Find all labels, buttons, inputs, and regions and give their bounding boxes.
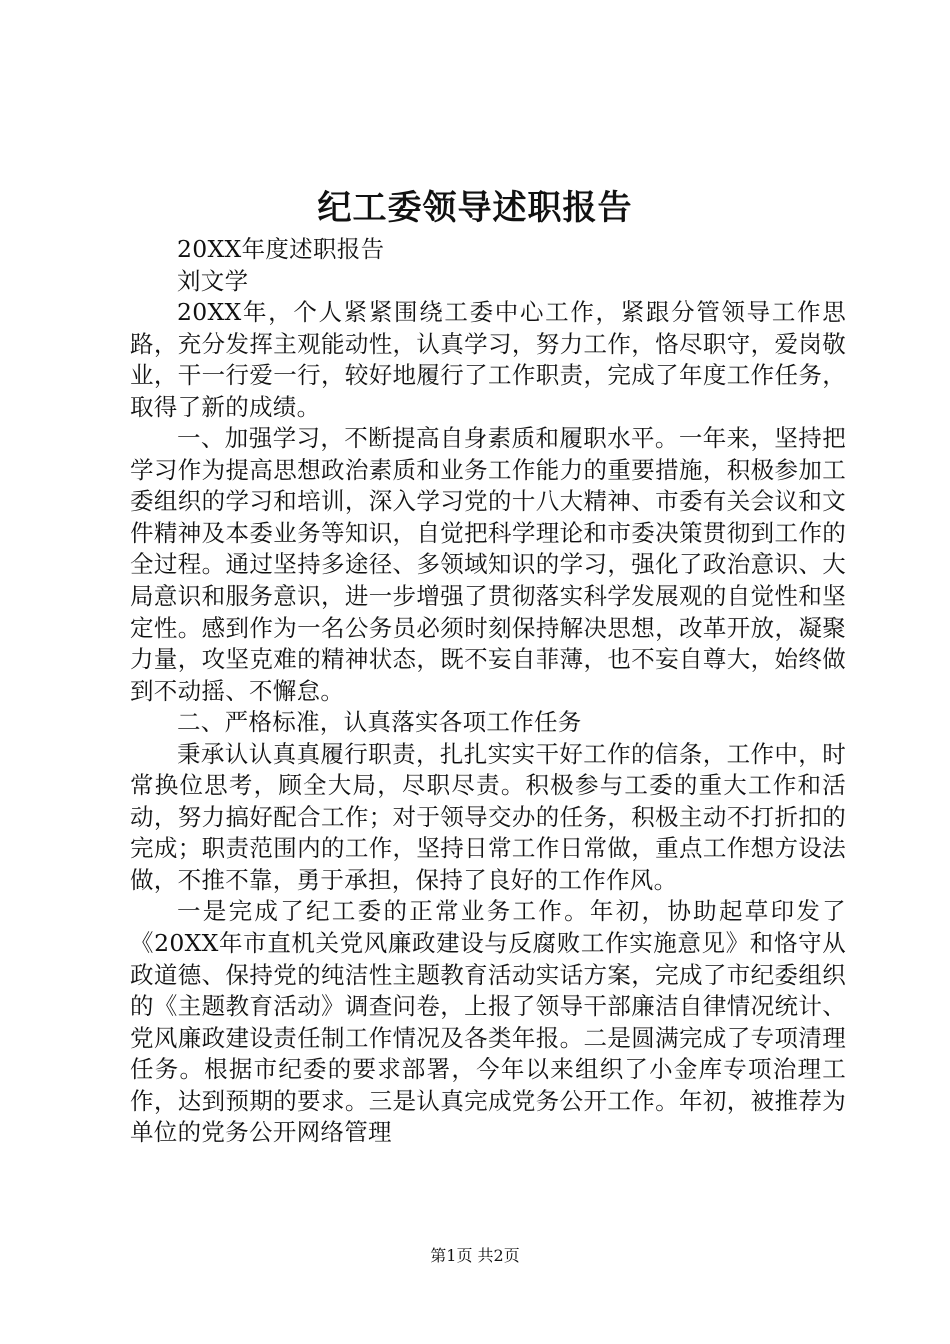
paragraph-work-items: 一是完成了纪工委的正常业务工作。年初，协助起草印发了《20XX年市直机关党风廉政建设与反腐败工作实施意见》和恪守从政道德、保持党的纯洁性主题教育活动实话方案，完成了市纪委组织的《主题教育活动》调查问卷，上报了领导干部廉洁自律情况统计、党风廉政建设责任制工作情况及各类年报。二是圆满完成了专项清理任务。根据市纪委的要求部署，今年以来组织了小金库专项治理工作，达到预期的要求。三是认真完成党务公开工作。年初，被推荐为单位的党务公开网络管理	[130, 897, 846, 1147]
paragraph-section-one: 一、加强学习，不断提高自身素质和履职水平。一年来，坚持把学习作为提高思想政治素质和业务工作能力的重要措施，积极参加工委组织的学习和培训，深入学习党的十八大精神、市委有关会议和文件精神及本委业务等知识，自觉把科学理论和市委决策贯彻到工作的全过程。通过坚持多途径、多领域知识的学习，强化了政治意识、大局意识和服务意识，进一步增强了贯彻落实科学发展观的自觉性和坚定性。感到作为一名公务员必须时刻保持解决思想，改革开放，凝聚力量，攻坚克难的精神状态，既不妄自菲薄，也不妄自尊大，始终做到不动摇、不懈怠。	[130, 424, 846, 705]
paragraph-intro: 20XX年，个人紧紧围绕工委中心工作，紧跟分管领导工作思路，充分发挥主观能动性，认真学习，努力工作，恪尽职守，爱岗敬业，干一行爱一行，较好地履行了工作职责，完成了年度工作任务，取得了新的成绩。	[130, 298, 846, 421]
paragraph-section-two: 秉承认认真真履行职责，扎扎实实干好工作的信条，工作中，时常换位思考，顾全大局，尽职尽责。积极参与工委的重大工作和活动，努力搞好配合工作；对于领导交办的任务，积极主动不打折扣的完成；职责范围内的工作，坚持日常工作日常做，重点工作想方设法做，不推不靠，勇于承担，保持了良好的工作作风。	[130, 739, 846, 894]
author-name: 刘文学	[177, 266, 249, 295]
report-subtitle: 20XX年度述职报告	[177, 235, 385, 263]
document-body	[130, 234, 846, 1149]
page-number-footer: 第1页 共2页	[430, 1246, 520, 1265]
section-two-heading: 二、严格标准，认真落实各项工作任务	[177, 708, 582, 737]
document-title: 纪工委领导述职报告	[317, 188, 633, 228]
